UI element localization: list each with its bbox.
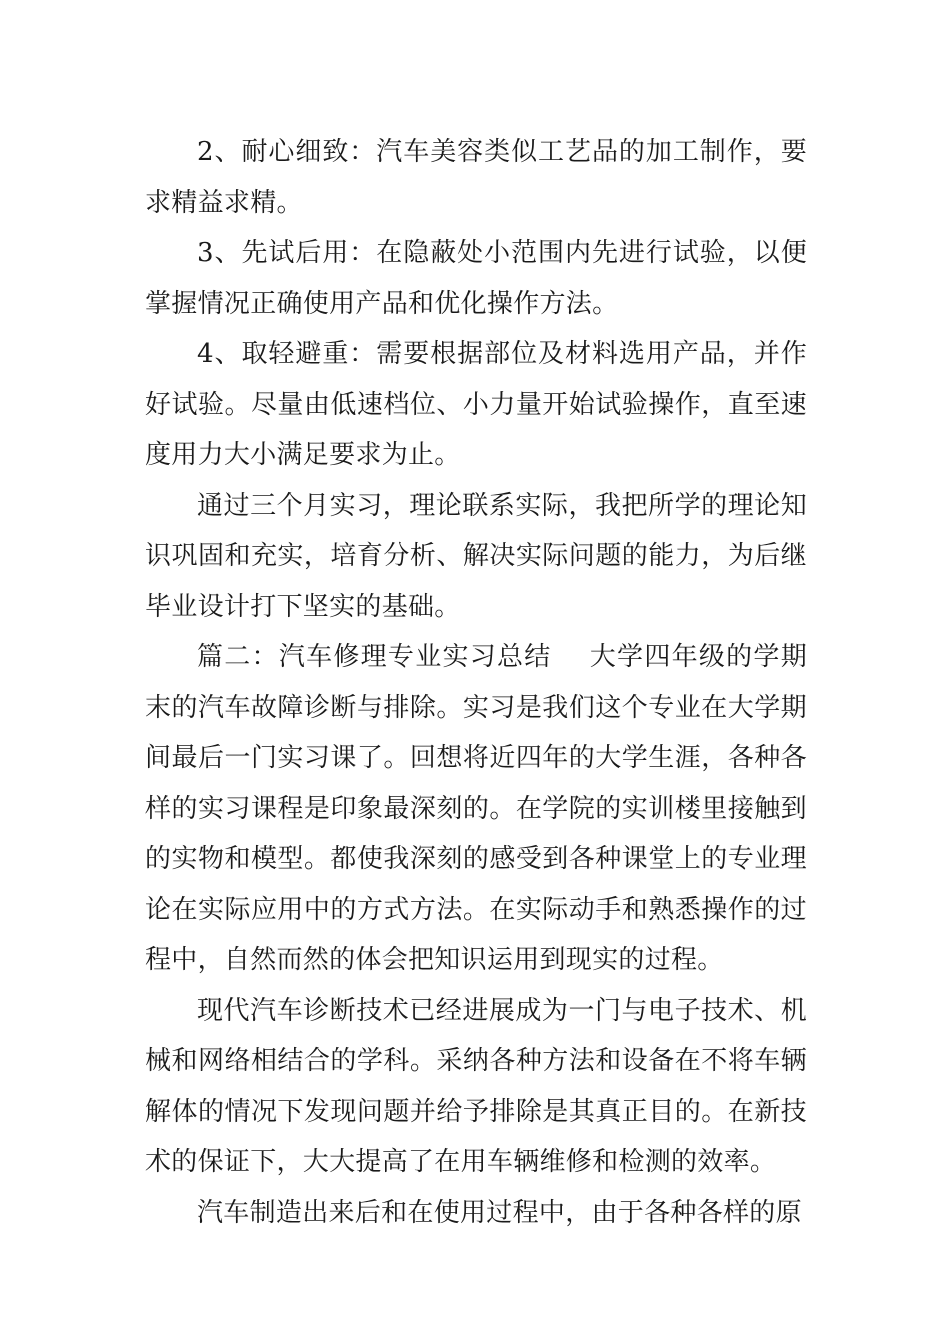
paragraph-item-4: 4、取轻避重：需要根据部位及材料选用产品，并作好试验。尽量由低速档位、小力量开始试验操作，直至速度用力大小满足要求为止。 xyxy=(145,339,807,470)
heading-gap xyxy=(552,642,590,672)
paragraph-manufacture: 汽车制造出来后和在使用过程中，由于各种各样的原 xyxy=(197,1197,802,1228)
section2-body: 大学四年级的学期末的汽车故障诊断与排除。实习是我们这个专业在大学期间最后一门实习课了。回想将近四年的大学生涯，各种各样的实习课程是印象最深刻的。在学院的实训楼里接触到的实物和模型。都使我深刻的感受到各种课堂上的专业理论在实际应用中的方式方法。在实际动手和熟悉操作的过程中，自然而然的体会把知识运用到现实的过程。 xyxy=(145,642,807,975)
section2-paragraph xyxy=(145,632,807,986)
document-body xyxy=(145,127,807,1238)
paragraph-summary: 通过三个月实习，理论联系实际，我把所学的理论知识巩固和充实，培育分析、解决实际问题的能力，为后继毕业设计打下坚实的基础。 xyxy=(145,490,807,622)
paragraph-item-2: 2、耐心细致：汽车美容类似工艺品的加工制作，要求精益求精。 xyxy=(145,137,807,218)
paragraph-item-3: 3、先试后用：在隐蔽处小范围内先进行试验，以便掌握情况正确使用产品和优化操作方法。 xyxy=(145,238,807,319)
section2-heading: 篇二：汽车修理专业实习总结 xyxy=(197,642,552,672)
paragraph-diagnosis: 现代汽车诊断技术已经进展成为一门与电子技术、机械和网络相结合的学科。采纳各种方法和设备在不将车辆解体的情况下发现问题并给予排除是其真正目的。在新技术的保证下，大大提高了在用车辆维修和检测的效率。 xyxy=(145,995,807,1177)
